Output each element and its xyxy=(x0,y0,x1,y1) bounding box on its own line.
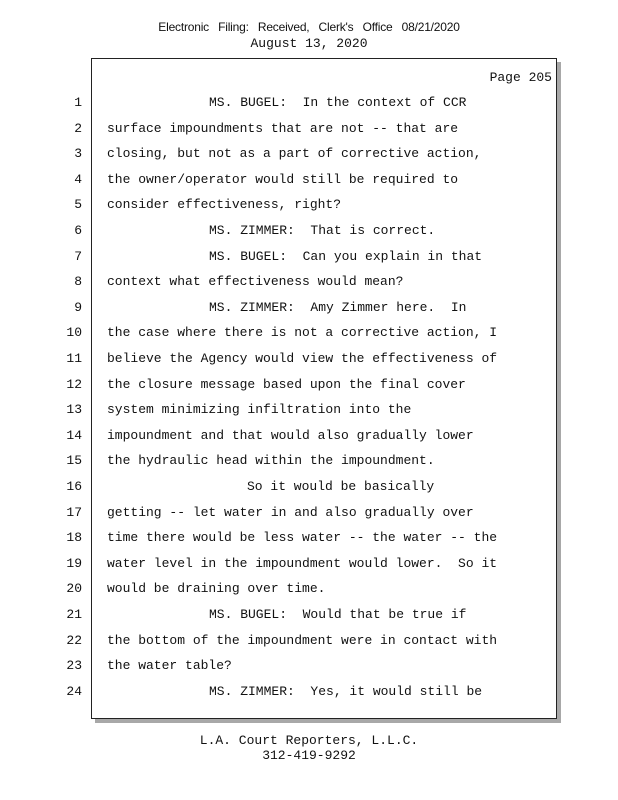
line-text: impoundment and that would also gradually lower xyxy=(107,427,474,443)
line-text: the closure message based upon the final cover xyxy=(107,376,466,392)
line-number: 1 xyxy=(74,95,82,110)
line-number: 14 xyxy=(66,427,82,443)
transcript-line xyxy=(0,119,560,139)
line-text: MS. ZIMMER: Amy Zimmer here. In xyxy=(209,299,467,315)
line-number: 11 xyxy=(66,351,82,366)
transcript-line xyxy=(0,170,560,190)
line-number: 19 xyxy=(66,555,82,571)
transcript-line xyxy=(0,93,560,113)
transcript-line xyxy=(0,579,560,599)
transcript-line xyxy=(0,528,560,548)
line-number: 20 xyxy=(66,581,82,597)
line-number: 5 xyxy=(74,197,82,213)
line-text: MS. ZIMMER: Yes, it would still be xyxy=(209,683,483,699)
filing-stamp: Electronic Filing: Received, Clerk's Office 08/21/2020 xyxy=(158,20,460,34)
line-text: the case where there is not a corrective action, I xyxy=(107,325,498,341)
transcript-line xyxy=(0,631,560,651)
transcript-line xyxy=(0,477,560,497)
line-number: 13 xyxy=(66,402,82,418)
line-number: 21 xyxy=(66,607,82,622)
line-number: 9 xyxy=(74,299,82,315)
transcript-line xyxy=(0,144,560,164)
line-number: 8 xyxy=(74,274,82,290)
transcript-line xyxy=(0,503,560,523)
line-number: 12 xyxy=(66,376,82,392)
page-number: Page 205 xyxy=(489,70,552,85)
line-number: 2 xyxy=(74,120,82,136)
transcript-line xyxy=(0,682,560,702)
line-text: context what effectiveness would mean? xyxy=(107,274,404,290)
line-text: MS. BUGEL: Would that be true if xyxy=(209,607,467,622)
line-text: consider effectiveness, right? xyxy=(107,197,342,213)
transcript-line xyxy=(0,656,560,676)
line-text: believe the Agency would view the effectiveness of xyxy=(107,351,498,366)
line-text: MS. ZIMMER: That is correct. xyxy=(209,223,436,238)
line-number: 7 xyxy=(74,248,82,264)
line-text: the hydraulic head within the impoundment. xyxy=(107,453,435,469)
transcript-line xyxy=(0,426,560,446)
transcript-line xyxy=(0,375,560,395)
transcript-line xyxy=(0,605,560,625)
transcript-line xyxy=(0,195,560,215)
line-number: 10 xyxy=(66,325,82,341)
transcript-line xyxy=(0,323,560,343)
transcript-line xyxy=(0,400,560,420)
line-text: the bottom of the impoundment were in contact with xyxy=(107,632,498,648)
line-number: 6 xyxy=(74,223,82,238)
court-reporter-phone: 312-419-9292 xyxy=(262,748,356,763)
transcript-line xyxy=(0,298,560,318)
line-text: time there would be less water -- the water -- the xyxy=(107,530,498,546)
line-number: 15 xyxy=(66,453,82,469)
transcript-line xyxy=(0,272,560,292)
line-number: 23 xyxy=(66,658,82,674)
line-number: 16 xyxy=(66,479,82,494)
line-text: the owner/operator would still be required to xyxy=(107,171,459,187)
line-text: So it would be basically xyxy=(247,479,435,494)
line-number: 3 xyxy=(74,146,82,162)
line-text: surface impoundments that are not -- that are xyxy=(107,120,459,136)
line-number: 17 xyxy=(66,504,82,520)
line-text: MS. BUGEL: Can you explain in that xyxy=(209,248,483,264)
transcript-line xyxy=(0,247,560,267)
line-text: MS. BUGEL: In the context of CCR xyxy=(209,95,467,110)
line-number: 18 xyxy=(66,530,82,546)
transcript-line xyxy=(0,554,560,574)
line-number: 22 xyxy=(66,632,82,648)
line-text: water level in the impoundment would lower. So it xyxy=(107,555,498,571)
line-text: closing, but not as a part of corrective action, xyxy=(107,146,482,162)
line-text: getting -- let water in and also gradually over xyxy=(107,504,474,520)
line-text: system minimizing infiltration into the xyxy=(107,402,412,418)
transcript-line xyxy=(0,221,560,241)
hearing-date: August 13, 2020 xyxy=(250,36,368,51)
line-number: 24 xyxy=(66,683,82,699)
line-number: 4 xyxy=(74,171,82,187)
transcript-line xyxy=(0,451,560,471)
court-reporter-name: L.A. Court Reporters, L.L.C. xyxy=(199,733,419,748)
line-text: the water table? xyxy=(107,658,232,674)
transcript-line xyxy=(0,349,560,369)
line-text: would be draining over time. xyxy=(107,581,326,597)
